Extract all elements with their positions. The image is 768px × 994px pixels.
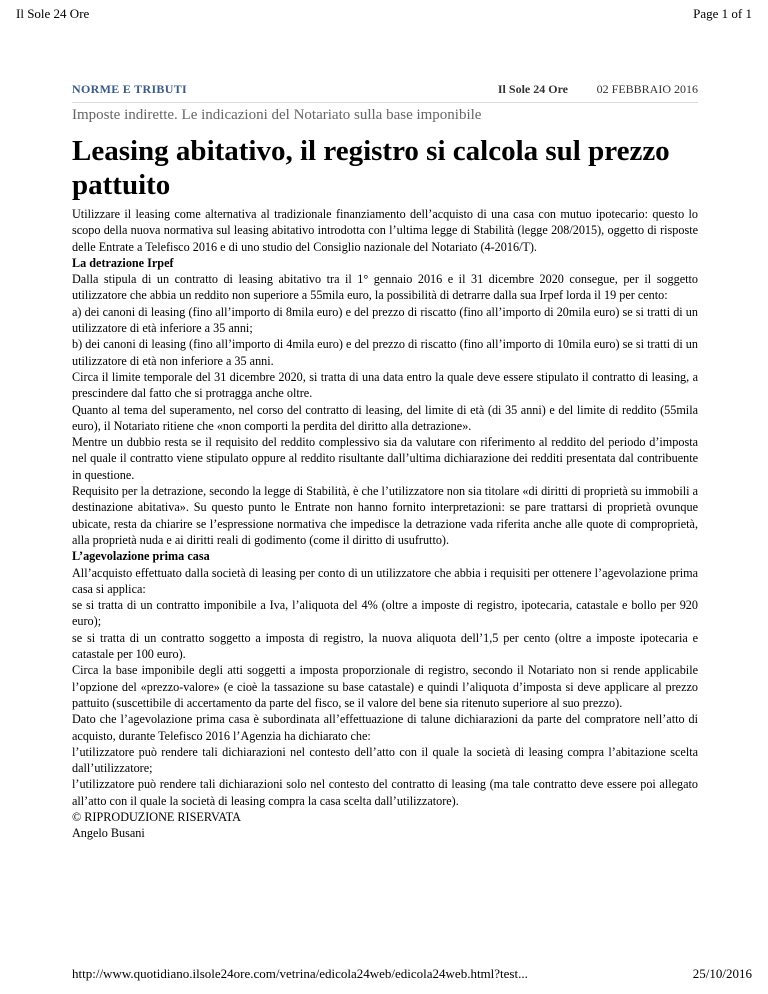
section-strip [72,80,698,103]
article-paragraph: se si tratta di un contratto imponibile a Iva, l’aliquota del 4% (oltre a imposte di registro, ipotecaria, catastale e bollo per 920 euro); [72,598,698,629]
article-paragraph: Dalla stipula di un contratto di leasing abitativo tra il 1° gennaio 2016 e il 31 dicembre 2020 consegue, per il soggetto utilizzatore che abbia un reddito non superiore a 55mila euro, la possibilità di detrarre dalla sua Irpef lorda il 19 per cento: [72,272,698,303]
article-paragraph: Quanto al tema del superamento, nel corso del contratto di leasing, del limite di età (di 35 anni) e del limite di reddito (55mila euro), il Notariato ritiene che «non comporti la perdita del diritto alla detrazione». [72,402,698,433]
article-paragraph: b) dei canoni di leasing (fino all’importo di 4mila euro) e del prezzo di riscatto (fino all’importo di 10mila euro) se si tratti di un utilizzatore di età non inferiore a 35 anni. [72,337,698,368]
article-paragraph: Mentre un dubbio resta se il requisito del reddito complessivo sia da valutare con riferimento al reddito del periodo d’imposta nel quale il contratto viene stipulato oppure al reddito risultante dall’ultima dichiarazione dei redditi presentata dal contribuente in questione. [72,435,698,482]
newspaper-name: Il Sole 24 Ore [497,82,568,96]
article-paragraph: a) dei canoni di leasing (fino all’importo di 8mila euro) e del prezzo di riscatto (fino all’importo di 20mila euro) se si tratti di un utilizzatore di età inferiore a 35 anni; [72,304,698,336]
article-paragraph: Dato che l’agevolazione prima casa è subordinata all’effettuazione di talune dichiarazioni da parte del compratore nell’atto di acquisto, durante Telefisco 2016 l’Agenzia ha dichiarato che: [72,712,698,743]
print-header-page: Page 1 of 1 [693,6,752,21]
article-paragraph: l’utilizzatore può rendere tali dichiarazioni nel contesto dell’atto con il quale la società di leasing compra l’abitazione scelta dall’utilizzatore; [72,744,698,776]
print-footer-date: 25/10/2016 [692,966,752,981]
print-header-source: Il Sole 24 Ore [16,6,90,21]
article-paragraph: se si tratta di un contratto soggetto a imposta di registro, la nuova aliquota dell’1,5 per cento (oltre a imposte ipotecaria e catastale per 100 euro). [72,630,698,662]
publication-date: 02 FEBBRAIO 2016 [596,82,698,96]
article-paragraph: Requisito per la detrazione, secondo la legge di Stabilità, è che l’utilizzatore non sia titolare «di diritti di proprietà su immobili a destinazione abitativa». Su questo punto le Entrate non hanno fornito interpretazioni: se pare trattarsi di proprietà ovunque ubicate, resta da chiarire se l’espressione normativa che impedisce la detrazione vada riferita anche alle quote di comproprietà, alla proprietà nuda e ai diritti reali di godimento (come il diritto di usufrutto). [72,484,698,547]
print-footer [72,966,752,986]
article-title: Leasing abitativo, il registro si calcola sul prezzo pattuito [72,135,670,201]
article-paragraph: l’utilizzatore può rendere tali dichiarazioni solo nel contesto del contratto di leasing (ma tale contratto deve essere poi allegato all’atto con il quale la società di leasing compra la casa scelta dall’utilizzatore). [72,777,698,808]
article-section-heading: L’agevolazione prima casa [72,549,210,564]
print-footer-url: http://www.quotidiano.ilsole24ore.com/vetrina/edicola24web/edicola24web.html?test... [72,966,528,981]
article-paragraph: Circa la base imponibile degli atti soggetti a imposta proporzionale di registro, secondo il Notariato non si rende applicabile l’opzione del «prezzo-valore» (e cioè la tassazione su base catastale) e quindi l’aliquota d’imposta si deve applicare al prezzo pattuito (suscettibile di accertamento da parte del fisco, se il valore del bene sia ritenuto superiore al suo prezzo). [72,663,698,710]
article-paragraph: Angelo Busani [72,826,145,841]
article-subtitle: Imposte indirette. Le indicazioni del Notariato sulla base imponibile [72,107,482,123]
print-header [16,6,752,26]
article-paragraph: Utilizzare il leasing come alternativa al tradizionale finanziamento dell’acquisto di una casa con mutuo ipotecario: questo lo scopo della nuova normativa sul leasing abitativo introdotta con l’ultima legge di Stabilità (legge 208/2015), oggetto di risposte delle Entrate a Telefisco 2016 e di uno studio del Consiglio nazionale del Notariato (4-2016/T). [72,207,698,254]
article-body [72,206,698,842]
article-paragraph: All’acquisto effettuato dalla società di leasing per conto di un utilizzatore che abbia i requisiti per ottenere l’agevolazione prima casa si applica: [72,565,698,596]
article-paragraph: © RIPRODUZIONE RISERVATA [72,809,241,824]
article-section-heading: La detrazione Irpef [72,255,174,270]
article-paragraph: Circa il limite temporale del 31 dicembre 2020, si tratta di una data entro la quale deve essere stipulato il contratto di leasing, a prescindere dal fatto che si protragga anche oltre. [72,369,698,401]
section-label: NORME E TRIBUTI [72,82,187,96]
